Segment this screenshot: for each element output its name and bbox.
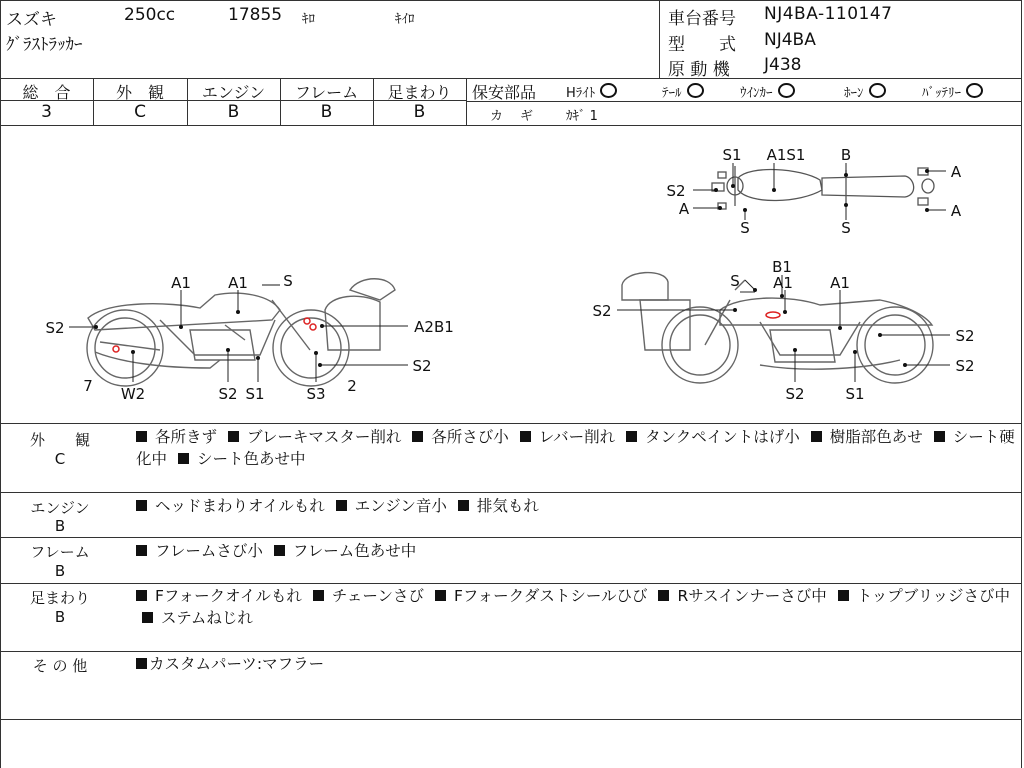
- mark-label: S: [283, 272, 293, 290]
- ok-circle-icon: [869, 83, 886, 98]
- bullet-square-icon: [336, 500, 347, 511]
- key-value: ｶｷﾞ 1: [566, 109, 598, 124]
- ok-circle-icon: [966, 83, 983, 98]
- grid-line: [0, 492, 1022, 493]
- mark-label: S: [841, 219, 851, 237]
- bullet-square-icon: [435, 590, 446, 601]
- grid-line: [0, 583, 1022, 584]
- type-value: NJ4BA: [764, 30, 816, 50]
- divider-header: [659, 0, 660, 78]
- grade-label-exterior: 外 観: [115, 83, 164, 102]
- mileage: 17855: [228, 5, 283, 25]
- mark-label: S2: [592, 302, 612, 320]
- bullet-square-icon: [228, 431, 239, 442]
- grade-value-frame: B: [320, 102, 333, 122]
- mark-label: S3: [306, 385, 326, 403]
- note-items-frame: フレームさび小 フレーム色あせ中: [136, 540, 416, 562]
- bullet-square-icon: [274, 545, 285, 556]
- note-label-engine: エンジン: [30, 499, 90, 517]
- bullet-square-icon: [838, 590, 849, 601]
- top-view-motorcycle: [712, 166, 934, 209]
- mileage-unit-2: ｷｲﾛ: [395, 12, 415, 27]
- grade-value-engine: B: [227, 102, 240, 122]
- note-list: 各所きず ブレーキマスター削れ 各所さび小 レバー削れ タンクペイントはげ小 樹脂部色あせ シート硬化中 シート色あせ中: [136, 428, 1015, 468]
- mark-label: S2: [412, 357, 432, 375]
- ok-circle-icon: [687, 83, 704, 98]
- mark-label: 2: [347, 377, 357, 395]
- maker: スズキ: [6, 10, 57, 30]
- bullet-square-icon: [811, 431, 822, 442]
- mark-label: S2: [955, 357, 975, 375]
- note-items-chassis: [136, 585, 1016, 629]
- mark-label: A1: [830, 274, 850, 292]
- safety-item-headlight: Hﾗｲﾄ: [566, 82, 617, 101]
- note-items-exterior: [136, 426, 1016, 470]
- ok-circle-icon: [600, 83, 617, 98]
- grade-value-chassis: B: [413, 102, 426, 122]
- mark-label: S2: [45, 319, 65, 337]
- note-grade-frame: B: [54, 562, 66, 580]
- mark-label: 7: [83, 377, 93, 395]
- grid-line: [0, 423, 1022, 424]
- grade-label-frame: フレーム: [294, 83, 359, 102]
- engine-label: 原 動 機: [668, 60, 730, 80]
- mark-label: A1S1: [766, 146, 806, 164]
- safety-label: 保安部品: [472, 83, 537, 102]
- bullet-square-icon: [520, 431, 531, 442]
- note-label-exterior: 外 観: [29, 431, 90, 449]
- mark-label: B1: [772, 258, 792, 276]
- mark-label: S2: [955, 327, 975, 345]
- type-label: 型 式: [668, 35, 736, 55]
- mark-label: A1: [228, 274, 248, 292]
- note-label-other: そ の 他: [32, 657, 88, 675]
- grid-line: [0, 651, 1022, 652]
- bullet-square-icon: [142, 612, 153, 623]
- bullet-square-icon: [658, 590, 669, 601]
- note-label-chassis: 足まわり: [29, 589, 90, 607]
- bullet-square-icon: [313, 590, 324, 601]
- note-grade-chassis: B: [54, 608, 66, 626]
- mark-label: S2: [218, 385, 238, 403]
- key-label: カ ギ: [490, 109, 536, 124]
- damage-diagram: [0, 126, 1022, 423]
- safety-item-tail: ﾃｰﾙ: [662, 82, 704, 101]
- engine-value: J438: [764, 55, 802, 75]
- mark-label: S2: [785, 385, 805, 403]
- bullet-square-icon: [934, 431, 945, 442]
- note-list: Fフォークオイルもれ チェーンさび Fフォークダストシールひび Rサスインナーさび中 トップブリッジさび中 ステムねじれ: [136, 585, 1016, 629]
- grade-label-chassis: 足まわり: [387, 83, 452, 102]
- grid-line: [0, 719, 1022, 720]
- bullet-square-icon: [136, 545, 147, 556]
- bullet-square-icon: [178, 453, 189, 464]
- bullet-square-icon: [136, 431, 147, 442]
- bullet-square-icon: [458, 500, 469, 511]
- note-items-engine: ヘッドまわりオイルもれ エンジン音小 排気もれ: [136, 495, 539, 517]
- mark-label: W2: [120, 385, 146, 403]
- mark-label: A2B1: [414, 318, 454, 336]
- safety-item-winker: ｳｲﾝｶｰ: [740, 82, 795, 101]
- mark-label: A: [678, 200, 690, 218]
- grid-line: [466, 78, 467, 125]
- mark-label: B: [840, 146, 852, 164]
- safety-item-horn: ﾎｰﾝ: [844, 82, 886, 101]
- mark-label: S: [740, 219, 750, 237]
- note-label-frame: フレーム: [30, 543, 90, 561]
- bullet-square-icon: [626, 431, 637, 442]
- note-items-other: カスタムパーツ:マフラー: [136, 653, 324, 675]
- mark-label: A1: [773, 274, 793, 292]
- frame-no-label: 車台番号: [668, 9, 736, 29]
- mark-label: A: [950, 163, 962, 181]
- bullet-square-icon: [136, 500, 147, 511]
- bullet-square-icon: [136, 658, 147, 669]
- mark-label: S1: [245, 385, 265, 403]
- mark-label: A1: [171, 274, 191, 292]
- bullet-square-icon: [412, 431, 423, 442]
- grid-line: [0, 78, 1022, 79]
- frame-no: NJ4BA-110147: [764, 4, 893, 24]
- ok-circle-icon: [778, 83, 795, 98]
- mark-label: S: [730, 272, 740, 290]
- mark-label: S1: [845, 385, 865, 403]
- grade-value-exterior: C: [134, 102, 146, 122]
- grade-label-engine: エンジン: [201, 83, 266, 102]
- bullet-square-icon: [136, 590, 147, 601]
- mileage-unit: ｷﾛ: [302, 12, 315, 27]
- border-top: [0, 0, 1022, 1]
- mark-label: A: [950, 202, 962, 220]
- safety-item-battery: ﾊﾞｯﾃﾘｰ: [922, 82, 983, 101]
- displacement: 250cc: [124, 5, 176, 25]
- top-view-labels: [666, 146, 961, 237]
- note-grade-exterior: C: [54, 450, 66, 468]
- model-name: ｸﾞﾗｽﾄﾗｯｶｰ: [6, 35, 83, 55]
- grade-value-overall: 3: [41, 102, 52, 122]
- grid-line: [466, 101, 1022, 102]
- note-grade-engine: B: [54, 517, 66, 535]
- mark-label: S2: [666, 182, 686, 200]
- mark-label: S1: [722, 146, 742, 164]
- grid-line: [0, 537, 1022, 538]
- grade-label-overall: 総 合: [22, 83, 71, 102]
